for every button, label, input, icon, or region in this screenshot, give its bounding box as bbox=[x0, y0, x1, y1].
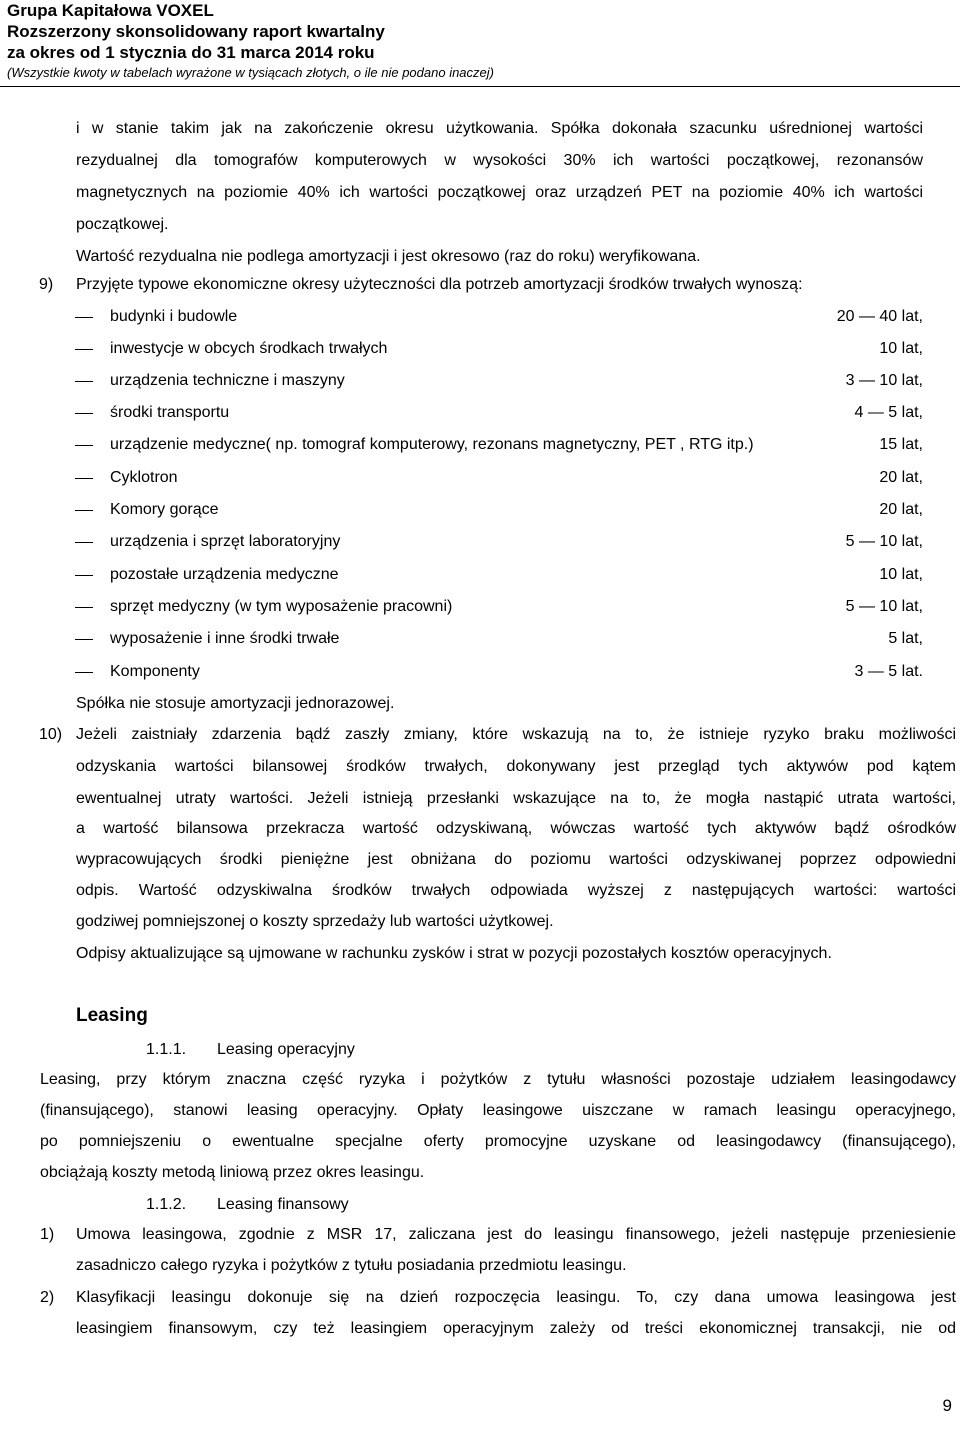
operating-leasing-line: obciążają koszty metodą liniową przez okres leasingu. bbox=[40, 1164, 425, 1181]
intro-line: i w stanie takim jak na zakończenie okresu użytkowania. Spółka dokonała szacunku uśrednionej wartości bbox=[76, 120, 923, 137]
header-divider bbox=[0, 86, 960, 87]
operating-leasing-line: po pomniejszeniu o ewentualne specjalne oferty promocyjne uzyskane od leasingodawcy (finansującego), bbox=[40, 1133, 956, 1150]
finance-item-line: Umowa leasingowa, zgodnie z MSR 17, zaliczana jest do leasingu finansowego, jeżeli następuje przeniesienie bbox=[76, 1226, 956, 1243]
list-item: Komory gorące 20 lat, bbox=[75, 494, 923, 526]
list-item: Komponenty 3 — 5 lat. bbox=[75, 656, 923, 688]
dash-bullet bbox=[75, 542, 93, 543]
operating-leasing-line: Leasing, przy którym znaczna część ryzyka i pożytków z tytułu własności pozostaje udziałem leasingodawcy bbox=[40, 1071, 956, 1088]
list-item: pozostałe urządzenia medyczne 10 lat, bbox=[75, 559, 923, 591]
item-9-text: Przyjęte typowe ekonomiczne okresy użyteczności dla potrzeb amortyzacji środków trwałych wynoszą: bbox=[76, 276, 803, 293]
item-10-line: ewentualnej utraty wartości. Jeżeli istnieją przesłanki wskazujące na to, że mogła nastąpić utrata wartości, bbox=[76, 790, 956, 807]
intro-line: początkowej. bbox=[76, 216, 169, 233]
list-item: urządzenie medyczne( np. tomograf komputerowy, rezonans magnetyczny, PET , RTG itp.) 15 lat, bbox=[75, 429, 923, 461]
finance-item-line: Klasyfikacji leasingu dokonuje się na dzień rozpoczęcia leasingu. To, czy dana umowa leasingowa jest bbox=[76, 1289, 956, 1306]
finance-item-number: 1) bbox=[40, 1226, 55, 1243]
page-header bbox=[7, 0, 494, 82]
intro-line: rezydualnej dla tomografów komputerowych w wysokości 30% ich wartości początkowej, rezonansów bbox=[76, 152, 923, 169]
item-10-line: odpis. Wartość odzyskiwalna środków trwałych odpowiada wyższej z następujących wartości: wartości bbox=[76, 882, 956, 899]
no-one-off-depreciation-note: Spółka nie stosuje amortyzacji jednorazowej. bbox=[76, 695, 395, 712]
residual-value-note: Wartość rezydualna nie podlega amortyzacji i jest okresowo (raz do roku) weryfikowana. bbox=[76, 248, 701, 265]
currency-note: (Wszystkie kwoty w tabelach wyrażone w tysiącach złotych, o ile nie podano inaczej) bbox=[7, 65, 494, 80]
dash-bullet bbox=[75, 672, 93, 673]
page-number: 9 bbox=[942, 1396, 952, 1415]
dash-bullet bbox=[75, 478, 93, 479]
item-10-line: wypracowujących środki pieniężne jest obniżana do poziomu wartości odzyskiwanej poprzez odpowiedni bbox=[76, 851, 956, 868]
list-item: sprzęt medyczny (w tym wyposażenie pracowni) 5 — 10 lat, bbox=[75, 591, 923, 623]
report-period: za okres od 1 stycznia do 31 marca 2014 roku bbox=[7, 43, 375, 62]
list-item: inwestycje w obcych środkach trwałych 10 lat, bbox=[75, 333, 923, 365]
list-item: wyposażenie i inne środki trwałe 5 lat, bbox=[75, 623, 923, 655]
finance-item-line: leasingiem finansowym, czy też leasingiem operacyjnym zależy od treści ekonomicznej transakcji, nie od bbox=[76, 1320, 956, 1337]
item-10-line: godziwej pomniejszonej o koszty sprzedaży lub wartości użytkowej. bbox=[76, 913, 554, 930]
subsection-title: Leasing operacyjny bbox=[217, 1041, 355, 1058]
item-10-number: 10) bbox=[39, 726, 63, 743]
dash-bullet bbox=[75, 413, 93, 414]
dash-bullet bbox=[75, 349, 93, 350]
dash-bullet bbox=[75, 445, 93, 446]
list-item: środki transportu 4 — 5 lat, bbox=[75, 397, 923, 429]
subsection-number: 1.1.1. bbox=[146, 1041, 187, 1058]
subsection-title: Leasing finansowy bbox=[217, 1196, 349, 1213]
item-10-line: odzyskania wartości bilansowej środków trwałych, dokonywany jest przegląd tych aktywów pod kątem bbox=[76, 758, 956, 775]
operating-leasing-line: (finansującego), stanowi leasing operacyjny. Opłaty leasingowe uiszczane w ramach leasingu operacyjnego, bbox=[40, 1102, 956, 1119]
item-10-line: Jeżeli zaistniały zdarzenia bądź zaszły zmiany, które wskazują na to, że istnieje ryzyko braku możliwości bbox=[76, 726, 956, 743]
item-10-line: a wartość bilansowa przekracza wartość odzyskiwaną, wówczas wartość tych aktywów bądź ośrodków bbox=[76, 820, 956, 837]
list-item: urządzenia techniczne i maszyny 3 — 10 lat, bbox=[75, 365, 923, 397]
list-item: Cyklotron 20 lat, bbox=[75, 462, 923, 494]
finance-item-number: 2) bbox=[40, 1289, 55, 1306]
finance-item-line: zasadniczo całego ryzyka i pożytków z tytułu posiadania przedmiotu leasingu. bbox=[76, 1257, 627, 1274]
report-title: Rozszerzony skonsolidowany raport kwartalny bbox=[7, 22, 385, 41]
dash-bullet bbox=[75, 317, 93, 318]
intro-line: magnetycznych na poziomie 40% ich wartości początkowej oraz urządzeń PET na poziomie 40% ich wartości bbox=[76, 184, 923, 201]
dash-bullet bbox=[75, 607, 93, 608]
list-item: budynki i budowle 20 — 40 lat, bbox=[75, 301, 923, 333]
company-name: Grupa Kapitałowa VOXEL bbox=[7, 1, 214, 20]
dash-bullet bbox=[75, 575, 93, 576]
list-item: urządzenia i sprzęt laboratoryjny 5 — 10 lat, bbox=[75, 526, 923, 558]
subsection-number: 1.1.2. bbox=[146, 1196, 187, 1213]
dash-bullet bbox=[75, 381, 93, 382]
section-heading-leasing: Leasing bbox=[76, 1005, 148, 1026]
item-9-number: 9) bbox=[39, 276, 54, 293]
write-off-note: Odpisy aktualizujące są ujmowane w rachunku zysków i strat w pozycji pozostałych kosztów operacyjnych. bbox=[76, 945, 832, 962]
dash-bullet bbox=[75, 510, 93, 511]
dash-bullet bbox=[75, 639, 93, 640]
